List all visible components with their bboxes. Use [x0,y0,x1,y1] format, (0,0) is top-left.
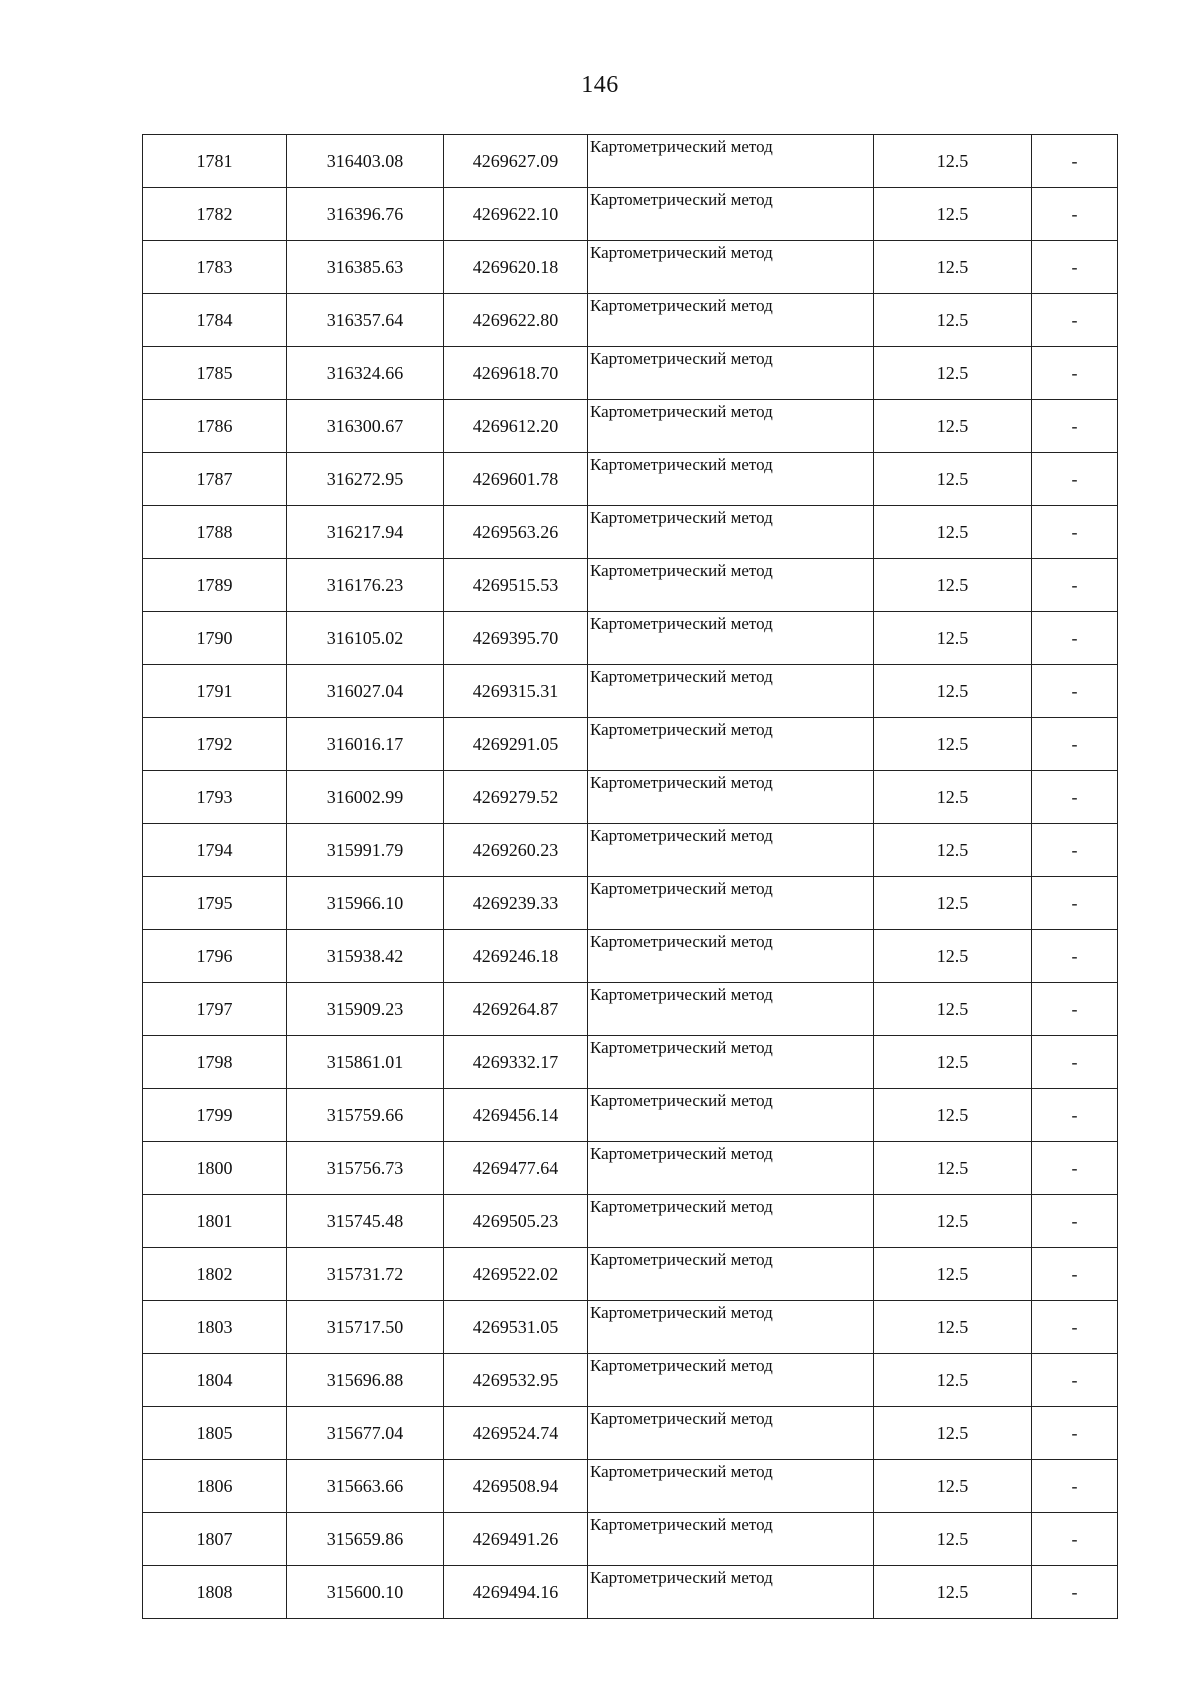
table-row [143,1460,1118,1513]
table-row [143,241,1118,294]
point-number-cell: 1791 [143,665,287,718]
note-cell: - [1032,665,1118,718]
method-cell: Картометрический метод [588,453,874,506]
table-row [143,506,1118,559]
point-number-cell: 1790 [143,612,287,665]
point-number-cell: 1806 [143,1460,287,1513]
y-coordinate-cell: 4269395.70 [444,612,588,665]
note-cell: - [1032,1301,1118,1354]
y-coordinate-cell: 4269491.26 [444,1513,588,1566]
point-number-cell: 1793 [143,771,287,824]
point-number-cell: 1797 [143,983,287,1036]
x-coordinate-cell: 315756.73 [287,1142,444,1195]
accuracy-cell: 12.5 [874,877,1032,930]
note-cell: - [1032,506,1118,559]
method-cell: Картометрический метод [588,1460,874,1513]
note-cell: - [1032,1407,1118,1460]
accuracy-cell: 12.5 [874,1566,1032,1619]
point-number-cell: 1788 [143,506,287,559]
accuracy-cell: 12.5 [874,1354,1032,1407]
x-coordinate-cell: 316385.63 [287,241,444,294]
y-coordinate-cell: 4269246.18 [444,930,588,983]
y-coordinate-cell: 4269601.78 [444,453,588,506]
point-number-cell: 1796 [143,930,287,983]
accuracy-cell: 12.5 [874,559,1032,612]
note-cell: - [1032,1460,1118,1513]
method-cell: Картометрический метод [588,824,874,877]
note-cell: - [1032,1036,1118,1089]
accuracy-cell: 12.5 [874,771,1032,824]
point-number-cell: 1803 [143,1301,287,1354]
note-cell: - [1032,347,1118,400]
x-coordinate-cell: 315663.66 [287,1460,444,1513]
note-cell: - [1032,241,1118,294]
y-coordinate-cell: 4269315.31 [444,665,588,718]
note-cell: - [1032,400,1118,453]
accuracy-cell: 12.5 [874,983,1032,1036]
point-number-cell: 1798 [143,1036,287,1089]
note-cell: - [1032,559,1118,612]
x-coordinate-cell: 316027.04 [287,665,444,718]
table-row [143,930,1118,983]
note-cell: - [1032,1513,1118,1566]
table-row [143,771,1118,824]
table-row [143,1195,1118,1248]
coordinates-table [142,134,1118,1619]
x-coordinate-cell: 315759.66 [287,1089,444,1142]
accuracy-cell: 12.5 [874,1407,1032,1460]
method-cell: Картометрический метод [588,1566,874,1619]
point-number-cell: 1785 [143,347,287,400]
point-number-cell: 1795 [143,877,287,930]
y-coordinate-cell: 4269239.33 [444,877,588,930]
table-row [143,135,1118,188]
method-cell: Картометрический метод [588,400,874,453]
coordinates-table-body [143,135,1118,1619]
accuracy-cell: 12.5 [874,1089,1032,1142]
accuracy-cell: 12.5 [874,1195,1032,1248]
accuracy-cell: 12.5 [874,241,1032,294]
y-coordinate-cell: 4269563.26 [444,506,588,559]
point-number-cell: 1800 [143,1142,287,1195]
note-cell: - [1032,1566,1118,1619]
method-cell: Картометрический метод [588,1036,874,1089]
x-coordinate-cell: 315659.86 [287,1513,444,1566]
method-cell: Картометрический метод [588,1248,874,1301]
x-coordinate-cell: 315600.10 [287,1566,444,1619]
x-coordinate-cell: 316396.76 [287,188,444,241]
method-cell: Картометрический метод [588,718,874,771]
note-cell: - [1032,771,1118,824]
note-cell: - [1032,1089,1118,1142]
y-coordinate-cell: 4269264.87 [444,983,588,1036]
method-cell: Картометрический метод [588,559,874,612]
table-row [143,1407,1118,1460]
y-coordinate-cell: 4269622.10 [444,188,588,241]
x-coordinate-cell: 315861.01 [287,1036,444,1089]
y-coordinate-cell: 4269532.95 [444,1354,588,1407]
method-cell: Картометрический метод [588,771,874,824]
point-number-cell: 1787 [143,453,287,506]
table-row [143,718,1118,771]
y-coordinate-cell: 4269508.94 [444,1460,588,1513]
point-number-cell: 1783 [143,241,287,294]
table-row [143,1354,1118,1407]
note-cell: - [1032,983,1118,1036]
point-number-cell: 1805 [143,1407,287,1460]
table-row [143,453,1118,506]
y-coordinate-cell: 4269332.17 [444,1036,588,1089]
note-cell: - [1032,453,1118,506]
note-cell: - [1032,718,1118,771]
point-number-cell: 1782 [143,188,287,241]
y-coordinate-cell: 4269618.70 [444,347,588,400]
x-coordinate-cell: 315938.42 [287,930,444,983]
x-coordinate-cell: 316272.95 [287,453,444,506]
y-coordinate-cell: 4269477.64 [444,1142,588,1195]
method-cell: Картометрический метод [588,347,874,400]
note-cell: - [1032,1354,1118,1407]
method-cell: Картометрический метод [588,930,874,983]
method-cell: Картометрический метод [588,877,874,930]
note-cell: - [1032,877,1118,930]
accuracy-cell: 12.5 [874,347,1032,400]
accuracy-cell: 12.5 [874,1513,1032,1566]
table-row [143,347,1118,400]
accuracy-cell: 12.5 [874,1301,1032,1354]
y-coordinate-cell: 4269456.14 [444,1089,588,1142]
y-coordinate-cell: 4269612.20 [444,400,588,453]
y-coordinate-cell: 4269494.16 [444,1566,588,1619]
table-row [143,400,1118,453]
accuracy-cell: 12.5 [874,400,1032,453]
table-row [143,294,1118,347]
note-cell: - [1032,930,1118,983]
note-cell: - [1032,1248,1118,1301]
table-row [143,665,1118,718]
table-row [143,1248,1118,1301]
method-cell: Картометрический метод [588,1354,874,1407]
method-cell: Картометрический метод [588,188,874,241]
point-number-cell: 1802 [143,1248,287,1301]
method-cell: Картометрический метод [588,506,874,559]
table-row [143,877,1118,930]
x-coordinate-cell: 316105.02 [287,612,444,665]
point-number-cell: 1786 [143,400,287,453]
y-coordinate-cell: 4269627.09 [444,135,588,188]
x-coordinate-cell: 316357.64 [287,294,444,347]
y-coordinate-cell: 4269531.05 [444,1301,588,1354]
y-coordinate-cell: 4269524.74 [444,1407,588,1460]
x-coordinate-cell: 315717.50 [287,1301,444,1354]
method-cell: Картометрический метод [588,1089,874,1142]
accuracy-cell: 12.5 [874,1460,1032,1513]
note-cell: - [1032,294,1118,347]
method-cell: Картометрический метод [588,1195,874,1248]
accuracy-cell: 12.5 [874,1248,1032,1301]
note-cell: - [1032,612,1118,665]
method-cell: Картометрический метод [588,1142,874,1195]
note-cell: - [1032,188,1118,241]
table-row [143,188,1118,241]
method-cell: Картометрический метод [588,294,874,347]
x-coordinate-cell: 315745.48 [287,1195,444,1248]
point-number-cell: 1804 [143,1354,287,1407]
x-coordinate-cell: 316324.66 [287,347,444,400]
y-coordinate-cell: 4269622.80 [444,294,588,347]
point-number-cell: 1808 [143,1566,287,1619]
point-number-cell: 1781 [143,135,287,188]
x-coordinate-cell: 316016.17 [287,718,444,771]
table-row [143,1513,1118,1566]
table-row [143,1566,1118,1619]
method-cell: Картометрический метод [588,241,874,294]
accuracy-cell: 12.5 [874,294,1032,347]
table-row [143,559,1118,612]
y-coordinate-cell: 4269260.23 [444,824,588,877]
x-coordinate-cell: 315677.04 [287,1407,444,1460]
table-row [143,1142,1118,1195]
point-number-cell: 1807 [143,1513,287,1566]
x-coordinate-cell: 316403.08 [287,135,444,188]
y-coordinate-cell: 4269505.23 [444,1195,588,1248]
accuracy-cell: 12.5 [874,930,1032,983]
x-coordinate-cell: 315909.23 [287,983,444,1036]
method-cell: Картометрический метод [588,983,874,1036]
y-coordinate-cell: 4269620.18 [444,241,588,294]
note-cell: - [1032,824,1118,877]
point-number-cell: 1784 [143,294,287,347]
note-cell: - [1032,1195,1118,1248]
point-number-cell: 1789 [143,559,287,612]
y-coordinate-cell: 4269279.52 [444,771,588,824]
accuracy-cell: 12.5 [874,1036,1032,1089]
method-cell: Картометрический метод [588,1513,874,1566]
x-coordinate-cell: 316300.67 [287,400,444,453]
method-cell: Картометрический метод [588,1301,874,1354]
x-coordinate-cell: 315991.79 [287,824,444,877]
accuracy-cell: 12.5 [874,506,1032,559]
table-row [143,824,1118,877]
accuracy-cell: 12.5 [874,453,1032,506]
x-coordinate-cell: 316217.94 [287,506,444,559]
x-coordinate-cell: 316176.23 [287,559,444,612]
table-row [143,983,1118,1036]
note-cell: - [1032,1142,1118,1195]
accuracy-cell: 12.5 [874,188,1032,241]
method-cell: Картометрический метод [588,135,874,188]
y-coordinate-cell: 4269515.53 [444,559,588,612]
table-row [143,1089,1118,1142]
point-number-cell: 1799 [143,1089,287,1142]
method-cell: Картометрический метод [588,665,874,718]
y-coordinate-cell: 4269522.02 [444,1248,588,1301]
point-number-cell: 1801 [143,1195,287,1248]
method-cell: Картометрический метод [588,1407,874,1460]
x-coordinate-cell: 315731.72 [287,1248,444,1301]
y-coordinate-cell: 4269291.05 [444,718,588,771]
page-number: 146 [581,72,619,98]
accuracy-cell: 12.5 [874,1142,1032,1195]
point-number-cell: 1792 [143,718,287,771]
accuracy-cell: 12.5 [874,824,1032,877]
table-row [143,1301,1118,1354]
accuracy-cell: 12.5 [874,718,1032,771]
accuracy-cell: 12.5 [874,135,1032,188]
method-cell: Картометрический метод [588,612,874,665]
point-number-cell: 1794 [143,824,287,877]
accuracy-cell: 12.5 [874,665,1032,718]
x-coordinate-cell: 315696.88 [287,1354,444,1407]
note-cell: - [1032,135,1118,188]
table-row [143,1036,1118,1089]
accuracy-cell: 12.5 [874,612,1032,665]
table-row [143,612,1118,665]
x-coordinate-cell: 316002.99 [287,771,444,824]
x-coordinate-cell: 315966.10 [287,877,444,930]
